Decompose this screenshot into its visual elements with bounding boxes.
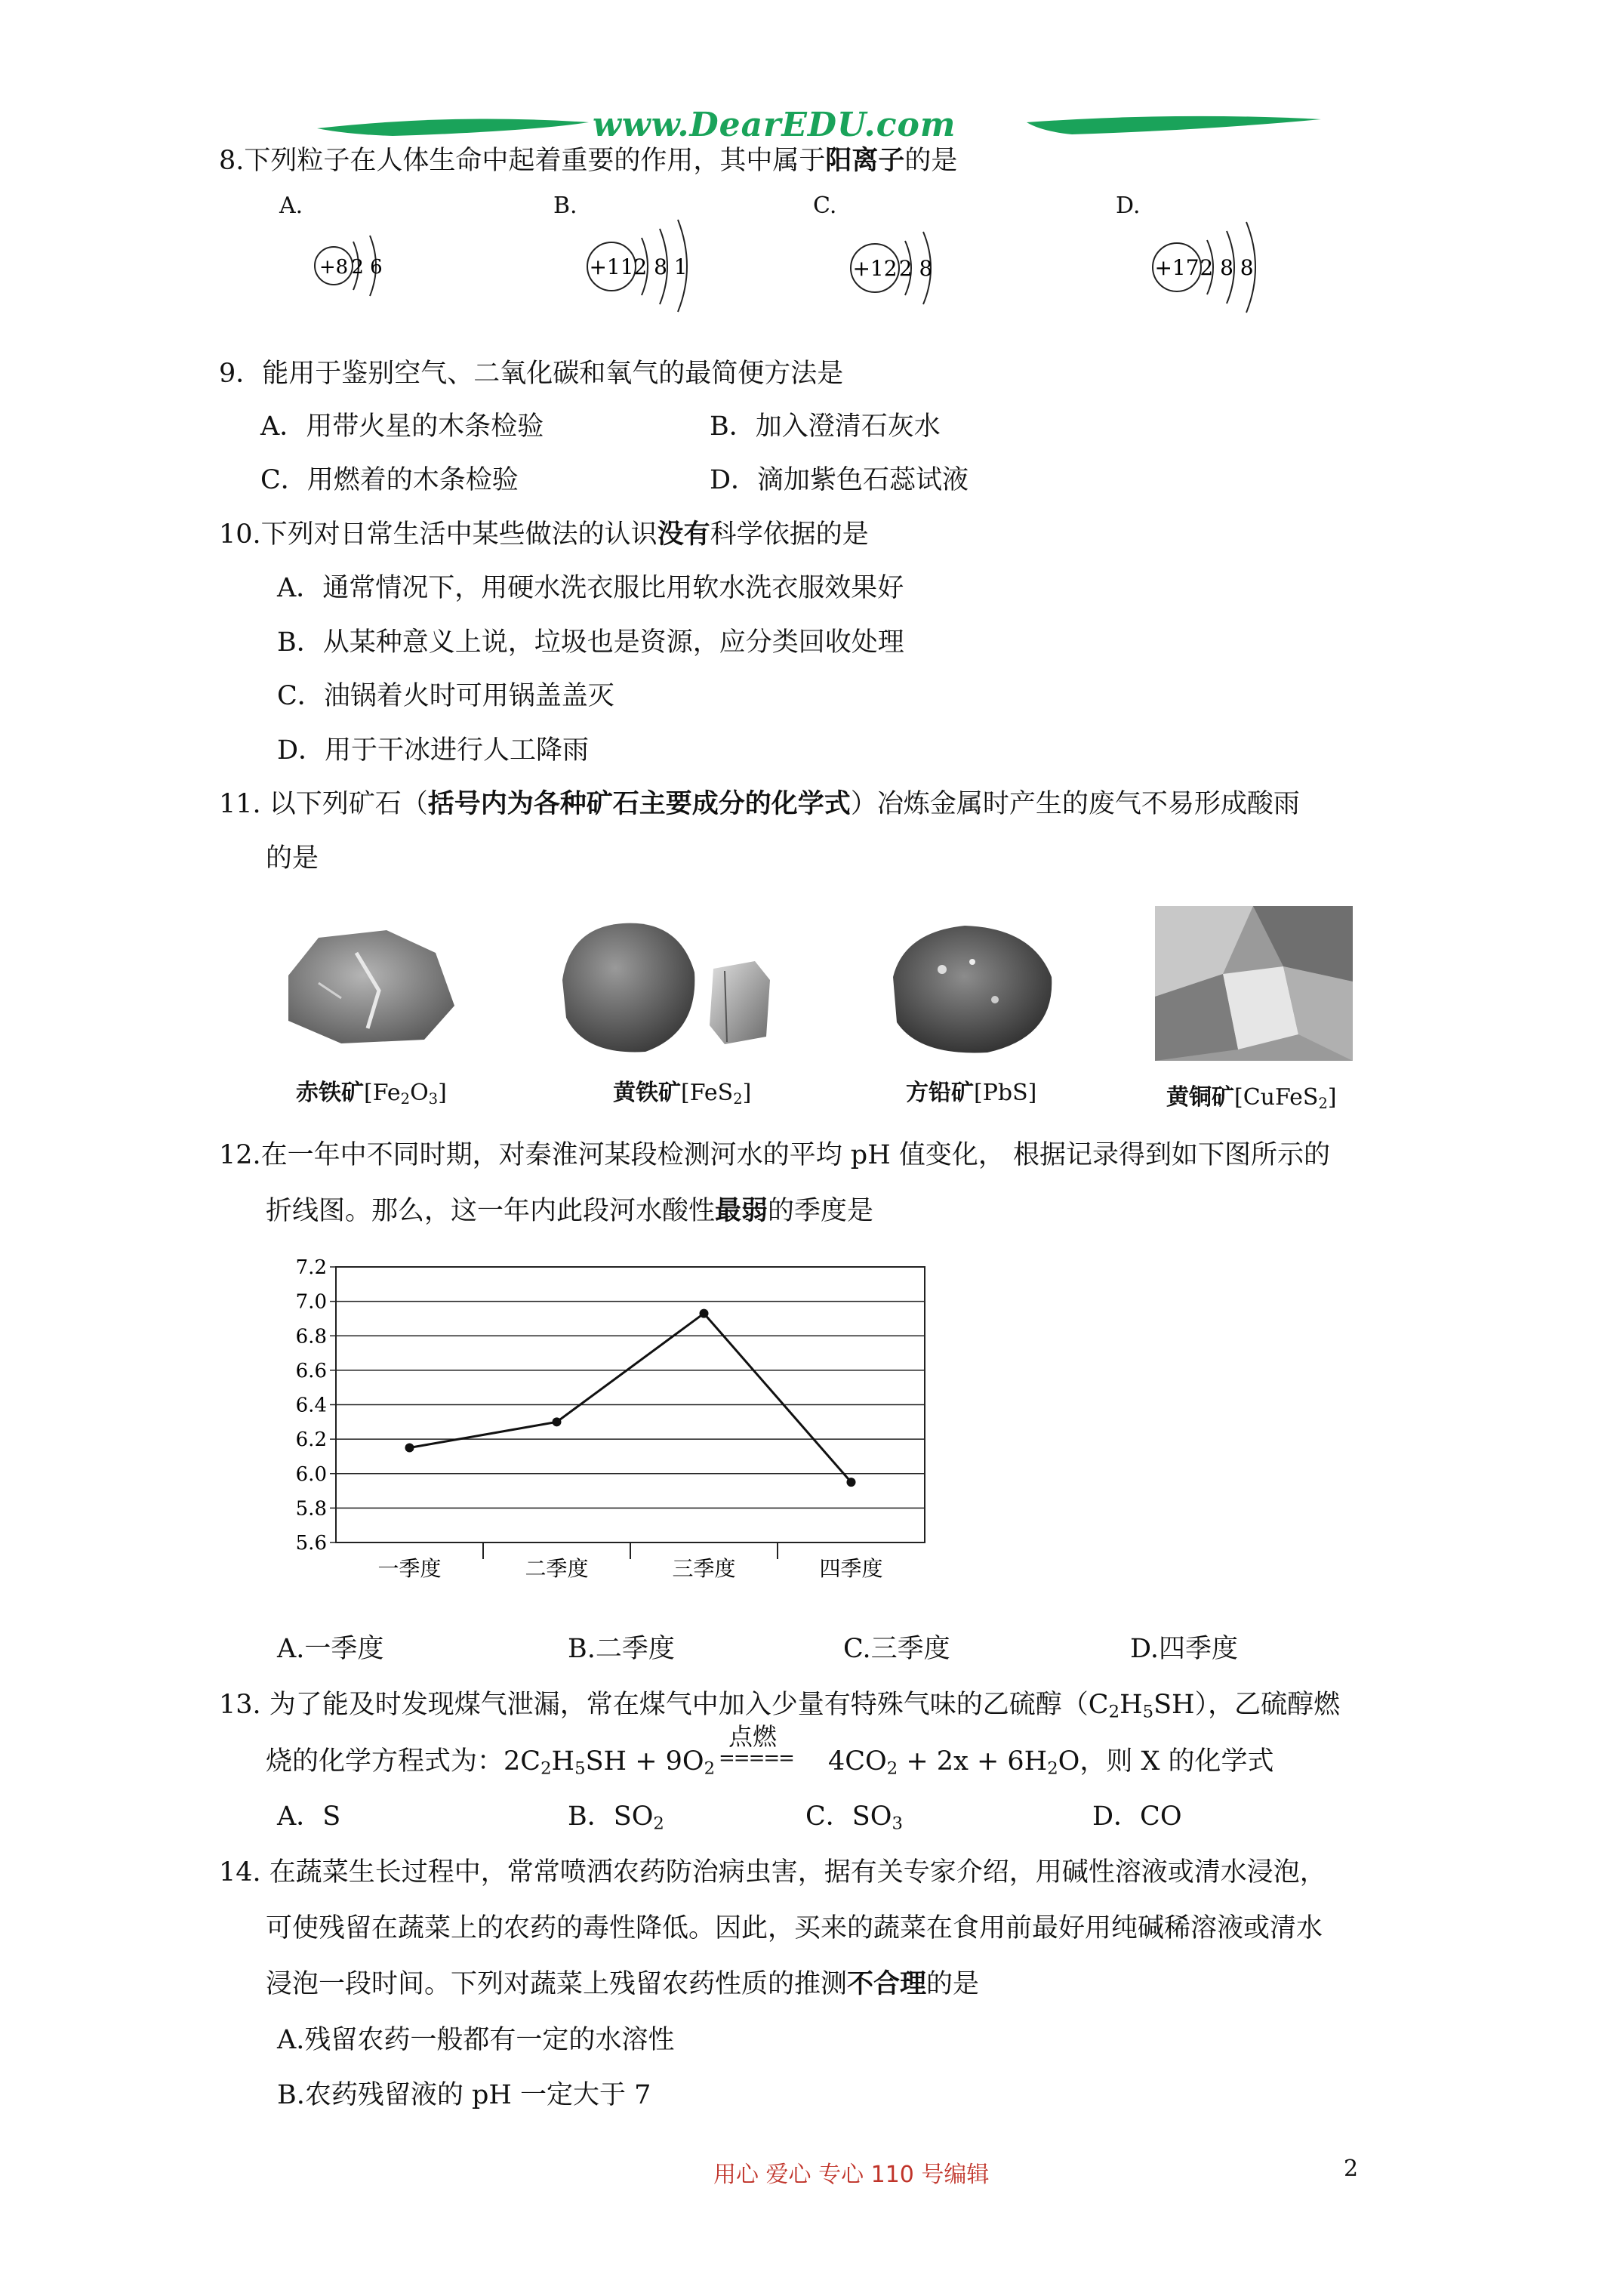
- caption-pyrite-formula: [FeS: [681, 1080, 734, 1106]
- caption-hematite-formula: [Fe: [364, 1080, 401, 1106]
- q14-line3-end: 的是: [926, 1969, 980, 1999]
- q11-stem-pre: 11. 以下列矿石（: [219, 789, 428, 819]
- chalcopyrite-image: [1155, 906, 1353, 1061]
- q9-option-d: D．滴加紫色石蕊试液: [710, 465, 969, 495]
- series-line: [410, 1314, 852, 1483]
- caption-hematite-mid: O: [410, 1080, 429, 1106]
- question-8: [219, 144, 957, 177]
- y-tick-label: 7.0: [295, 1290, 327, 1314]
- atom-diagram-c: [842, 223, 962, 313]
- q14-line1: 14. 在蔬菜生长过程中，常常喷洒农药防治病虫害，据有关专家介绍，用碱性溶液或清水浸泡，: [219, 1857, 1326, 1888]
- q13-reaction-arrow: 点燃 =====: [719, 1722, 793, 1770]
- q9-option-a: A．用带火星的木条检验: [260, 411, 544, 442]
- q14-line2: 可使残留在蔬菜上的农药的毒性降低。因此，买来的蔬菜在食用前最好用纯碱稀溶液或清水: [266, 1913, 1323, 1943]
- atom-a-shells: 2 6: [351, 256, 383, 279]
- q13-option-d: D．CO: [1092, 1801, 1182, 1832]
- y-tick-label: 6.4: [295, 1394, 327, 1417]
- q12-option-c: C.三季度: [843, 1634, 950, 1664]
- caption-pyrite-name: 黄铁矿: [613, 1080, 681, 1106]
- q12-line1: 12.在一年中不同时期，对秦淮河某段检测河水的平均 pH 值变化， 根据记录得到如下图所示的: [219, 1140, 1330, 1170]
- q13-option-c: C．$SO_3$: [805, 1801, 903, 1834]
- q12-option-d: D.四季度: [1130, 1634, 1238, 1664]
- caption-chalcopyrite-sub1: 2: [1318, 1094, 1328, 1112]
- question-14-line3: [266, 1968, 979, 2001]
- y-tick-label: 5.8: [295, 1497, 327, 1521]
- caption-pyrite-sub1: 2: [733, 1089, 743, 1108]
- caption-hematite-name: 赤铁矿: [296, 1080, 364, 1106]
- x-tick-label: 一季度: [377, 1556, 442, 1581]
- q13-option-c-text: C．SO: [805, 1801, 892, 1832]
- atom-diagram-a: [310, 227, 415, 310]
- q14-line3-bold: 不合理: [847, 1968, 927, 1999]
- q11-stem-post: ）冶炼金属时产生的废气不易形成酸雨: [850, 789, 1300, 819]
- header-site[interactable]: www.DearEDU.com: [593, 106, 956, 144]
- q11-stem-bold: 括号内为各种矿石主要成分的化学式: [427, 788, 851, 819]
- q10-option-c: C．油锅着火时可用锅盖盖灭: [277, 681, 614, 711]
- caption-hematite-end: ]: [438, 1080, 447, 1106]
- q12-line2-end: 的季度是: [768, 1196, 874, 1226]
- q10-option-d: D．用于干冰进行人工降雨: [277, 735, 590, 766]
- q12-option-a: A.一季度: [277, 1634, 384, 1664]
- y-tick-label: 6.2: [295, 1428, 327, 1452]
- caption-hematite-sub2: 3: [428, 1089, 439, 1108]
- q10-option-a: A．通常情况下，用硬水洗衣服比用软水洗衣服效果好: [277, 573, 904, 603]
- y-tick-label: 6.0: [295, 1462, 327, 1486]
- caption-galena: [906, 1074, 1036, 1107]
- q10-stem-bold: 没有: [657, 519, 710, 550]
- atom-diagram-b: [581, 215, 717, 313]
- x-tick-label: 二季度: [525, 1556, 589, 1581]
- q13-line2-products: $4CO_2 + 2x + 6H_2O$，则 X 的化学式: [828, 1746, 1274, 1779]
- y-tick-label: 6.6: [295, 1359, 327, 1382]
- q13-line1-pre: 13. 为了能及时发现煤气泄漏，常在煤气中加入少量有特殊气味的乙硫醇（C: [219, 1690, 1109, 1720]
- caption-chalcopyrite-formula: [CuFeS: [1234, 1084, 1319, 1111]
- hematite-image: [273, 923, 462, 1051]
- data-point: [405, 1444, 414, 1453]
- y-tick-label: 7.2: [295, 1256, 327, 1279]
- q9-option-b: B．加入澄清石灰水: [710, 411, 941, 442]
- q8-option-b-label: B.: [553, 193, 577, 219]
- q13-option-a: A．S: [277, 1801, 341, 1832]
- q13-line1-mid: H: [1119, 1690, 1143, 1720]
- q13-line1-end: SH），乙硫醇燃: [1153, 1690, 1341, 1720]
- caption-hematite-sub1: 2: [400, 1089, 411, 1108]
- pyrite-image: [555, 912, 781, 1063]
- q9-stem: 9．能用于鉴别空气、二氧化碳和氧气的最简便方法是: [219, 359, 844, 389]
- atom-c-shells: 2 8: [898, 256, 933, 281]
- atom-c-nucleus: +12: [852, 256, 898, 281]
- q8-stem: 8.下列粒子在人体生命中起着重要的作用，其中属于: [219, 146, 826, 176]
- q8-option-a-label: A.: [279, 193, 303, 219]
- caption-pyrite-end: ]: [742, 1080, 752, 1106]
- q11-stem-line2: 的是: [266, 843, 319, 874]
- q14-option-b: B.农药残留液的 pH 一定大于 7: [277, 2080, 651, 2110]
- page-number: 2: [1344, 2156, 1359, 2182]
- caption-pyrite: [613, 1074, 751, 1108]
- galena-image: [882, 917, 1063, 1060]
- q8-stem-bold: 阳离子: [825, 145, 905, 176]
- y-tick-label: 6.8: [295, 1325, 327, 1348]
- question-12-line2: [266, 1194, 873, 1228]
- atom-d-shells: 2 8 8: [1200, 255, 1254, 280]
- q8-option-d-label: D.: [1116, 193, 1141, 219]
- caption-chalcopyrite: [1166, 1078, 1337, 1112]
- data-point: [700, 1309, 709, 1318]
- atom-b-shells: 2 8 1: [633, 254, 688, 279]
- question-10: [219, 518, 869, 551]
- atom-a-nucleus: +8: [319, 256, 349, 279]
- x-tick-label: 四季度: [819, 1556, 883, 1581]
- q13-condition: 点燃: [728, 1722, 777, 1751]
- data-point: [847, 1478, 856, 1487]
- q13-option-b-text: B．SO: [568, 1801, 654, 1832]
- q14-option-a: A.残留农药一般都有一定的水溶性: [277, 2025, 675, 2055]
- question-11: [219, 787, 1300, 821]
- q13-option-b: B．$SO_2$: [568, 1801, 664, 1834]
- q10-stem: 10.下列对日常生活中某些做法的认识: [219, 519, 658, 550]
- caption-chalcopyrite-end: ]: [1327, 1084, 1337, 1111]
- y-tick-label: 5.6: [295, 1532, 327, 1555]
- q8-option-c-label: C.: [813, 193, 837, 219]
- q12-option-b: B.二季度: [568, 1634, 675, 1664]
- data-point: [553, 1417, 562, 1426]
- atom-d-nucleus: +17: [1154, 255, 1200, 280]
- q10-stem-end: 科学依据的是: [710, 519, 869, 550]
- caption-galena-name: 方铅矿: [906, 1080, 974, 1106]
- footer-text: 用心 爱心 专心 110 号编辑: [713, 2162, 990, 2188]
- q10-option-b: B．从某种意义上说，垃圾也是资源，应分类回收处理: [277, 627, 904, 658]
- q12-line2-pre: 折线图。那么，这一年内此段河水酸性: [266, 1196, 716, 1226]
- q9-option-c: C．用燃着的木条检验: [260, 465, 519, 495]
- q12-line2-bold: 最弱: [715, 1195, 768, 1226]
- q8-stem-end: 的是: [904, 146, 958, 176]
- ph-line-chart: [272, 1253, 936, 1593]
- caption-hematite: [296, 1074, 447, 1108]
- question-13-line1: 13. 为了能及时发现煤气泄漏，常在煤气中加入少量有特殊气味的乙硫醇$(C_2H_5SH)$，乙硫醇燃: [219, 1690, 1341, 1722]
- q13-line2: 烧的化学方程式为：$2C_2H_5SH + 9O_2$: [266, 1746, 716, 1779]
- caption-chalcopyrite-name: 黄铜矿: [1166, 1084, 1234, 1111]
- caption-galena-formula: [PbS]: [974, 1080, 1037, 1106]
- q14-line3-pre: 浸泡一段时间。下列对蔬菜上残留农药性质的推测: [266, 1969, 848, 1999]
- atom-diagram-d: [1144, 219, 1295, 317]
- x-tick-label: 三季度: [672, 1556, 736, 1581]
- atom-b-nucleus: +11: [589, 254, 634, 279]
